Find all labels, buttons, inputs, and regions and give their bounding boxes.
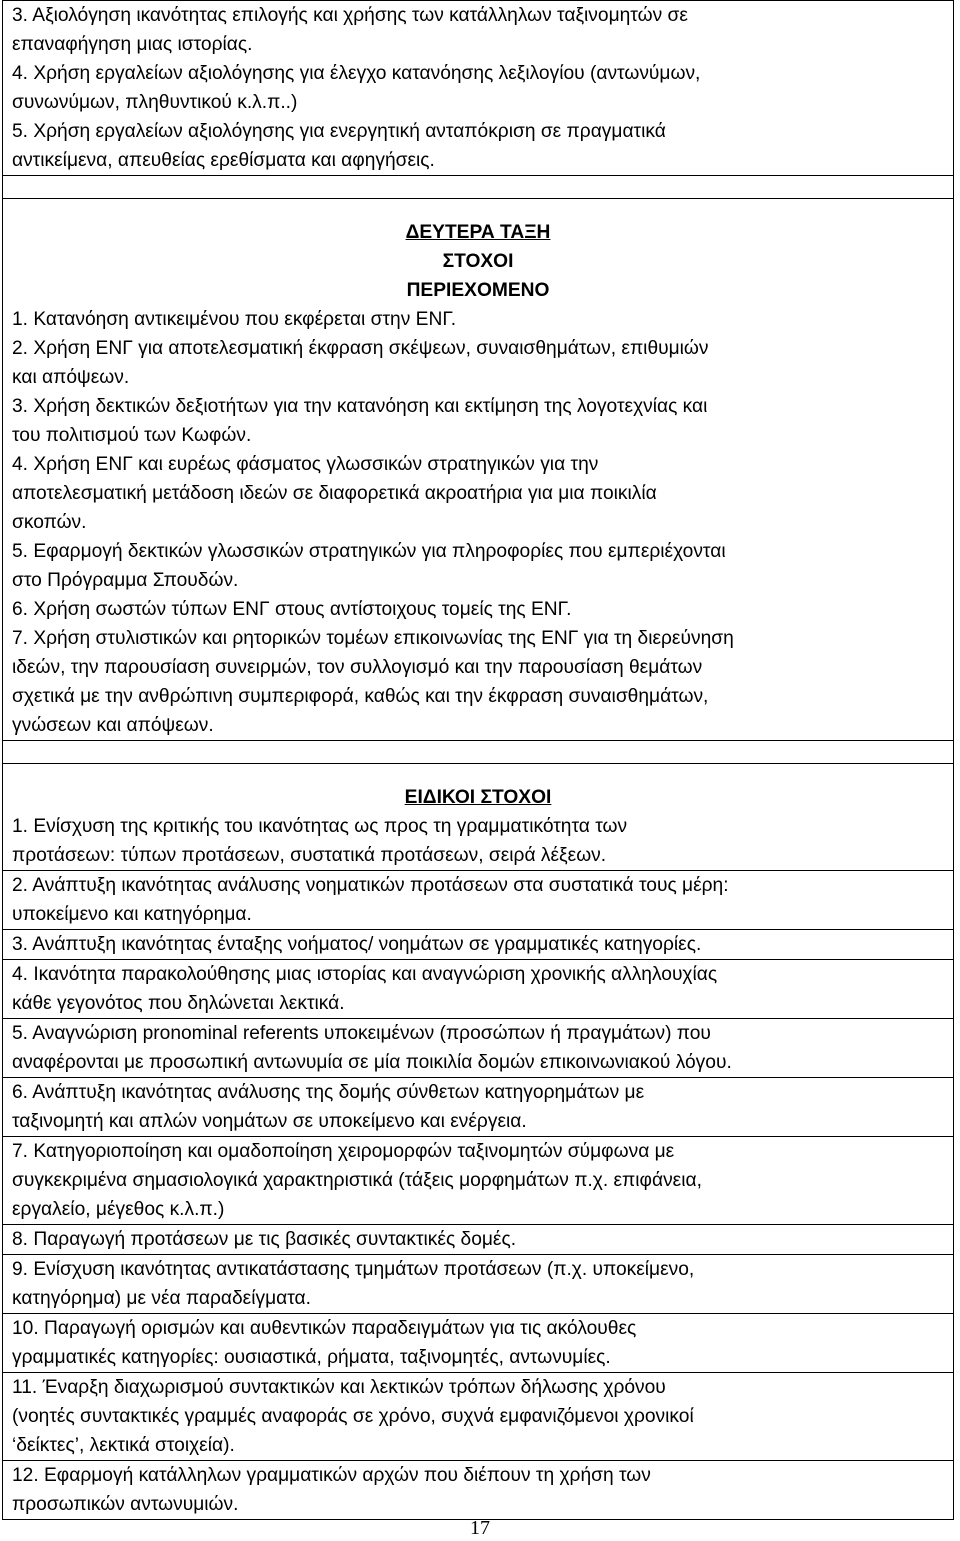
text-line: επαναφήγηση μιας ιστορίας. — [12, 34, 253, 55]
text-line: 5. Αναγνώριση pronominal referents υποκειμένων (προσώπων ή πραγμάτων) που — [12, 1023, 711, 1044]
specific-goals-heading: ΕΙΔΙΚΟΙ ΣΤΟΧΟΙ — [404, 787, 552, 808]
goal-item — [3, 1314, 954, 1373]
text-line: ταξινομητή και απλών νοημάτων σε υποκείμενο και ενέργεια. — [12, 1111, 527, 1132]
goal-item — [3, 1225, 954, 1255]
text-line: 3. Ανάπτυξη ικανότητας ένταξης νοήματος/ νοημάτων σε γραμματικές κατηγορίες. — [12, 934, 702, 955]
text-line: (νοητές συντακτικές γραμμές αναφοράς σε χρόνο, συχνά εμφανιζόμενοι χρονικοί — [12, 1406, 694, 1427]
empty-row — [3, 741, 954, 764]
text-line: και απόψεων. — [12, 367, 130, 388]
table-row — [3, 1225, 954, 1255]
text-line: 4. Ικανότητα παρακολούθησης μιας ιστορίας και αναγνώριση χρονικής αλληλουχίας — [12, 964, 718, 985]
table-row — [3, 1255, 954, 1314]
text-line: αποτελεσματική μετάδοση ιδεών σε διαφορετικά ακροατήρια για μια ποικιλία — [12, 483, 657, 504]
text-line: προτάσεων: τύπων προτάσεων, συστατικά προτάσεων, σειρά λέξεων. — [12, 845, 607, 866]
goal-item — [3, 1461, 954, 1520]
goal-item — [3, 1137, 954, 1225]
text-line: 1. Κατανόηση αντικειμένου που εκφέρεται στην ΕΝΓ. — [12, 309, 457, 330]
table-row — [3, 1314, 954, 1373]
text-line: 5. Εφαρμογή δεκτικών γλωσσικών στρατηγικών για πληροφορίες που εμπεριέχονται — [12, 541, 726, 562]
text-line: ‘δείκτες’, λεκτικά στοιχεία). — [12, 1435, 235, 1456]
text-line: υποκείμενο και κατηγόρημα. — [12, 904, 252, 925]
text-line: 3. Χρήση δεκτικών δεξιοτήτων για την κατανόηση και εκτίμηση της λογοτεχνίας και — [12, 396, 708, 417]
content-heading: ΠΕΡΙΕΧΟΜΕΝΟ — [406, 280, 550, 301]
text-line: 6. Χρήση σωστών τύπων ΕΝΓ στους αντίστοιχους τομείς της ΕΝΓ. — [12, 599, 572, 620]
table-row — [3, 1461, 954, 1520]
table-row — [3, 1078, 954, 1137]
text-line: 1. Ενίσχυση της κριτικής του ικανότητας ως προς τη γραμματικότητα των — [12, 816, 628, 837]
text-line: αντικείμενα, απευθείας ερεθίσματα και αφηγήσεις. — [12, 150, 435, 171]
table-row — [3, 960, 954, 1019]
text-line: σκοπών. — [12, 512, 87, 533]
goal-item — [3, 1078, 954, 1137]
table-row — [3, 871, 954, 930]
text-line: εργαλείο, μέγεθος κ.λ.π.) — [12, 1199, 225, 1220]
empty-cell — [3, 176, 954, 199]
text-line: 5. Χρήση εργαλείων αξιολόγησης για ενεργητική ανταπόκριση σε πραγματικά — [12, 121, 666, 142]
table-row — [3, 1019, 954, 1078]
goal-item — [3, 871, 954, 930]
text-line: προσωπικών αντωνυμιών. — [12, 1494, 239, 1515]
empty-cell — [3, 741, 954, 764]
goal-item — [3, 930, 954, 960]
table-row — [3, 1137, 954, 1225]
text-line: γραμματικές κατηγορίες: ουσιαστικά, ρήματα, ταξινομητές, αντωνυμίες. — [12, 1347, 611, 1368]
goal-item — [3, 1373, 954, 1461]
table-row — [3, 1373, 954, 1461]
text-line: 7. Χρήση στυλιστικών και ρητορικών τομέων επικοινωνίας της ΕΝΓ για τη διερεύνηση — [12, 628, 734, 649]
text-line: 12. Εφαρμογή κατάλληλων γραμματικών αρχών που διέπουν τη χρήση των — [12, 1465, 651, 1486]
section-heading: ΔΕΥΤΕΡΑ ΤΑΞΗ — [405, 222, 551, 243]
text-line: 11. Έναρξη διαχωρισμού συντακτικών και λεκτικών τρόπων δήλωσης χρόνου — [12, 1377, 666, 1398]
text-line: 4. Χρήση ΕΝΓ και ευρέως φάσματος γλωσσικών στρατηγικών για την — [12, 454, 599, 475]
top-cell — [3, 1, 954, 176]
text-line: 10. Παραγωγή ορισμών και αυθεντικών παραδειγμάτων για τις ακόλουθες — [12, 1318, 637, 1339]
empty-row — [3, 176, 954, 199]
text-line: γνώσεων και απόψεων. — [12, 715, 214, 736]
text-line: αναφέρονται με προσωπική αντωνυμία σε μία ποικιλία δομών επικοινωνιακού λόγου. — [12, 1052, 732, 1073]
text-line: σχετικά με την ανθρώπινη συμπεριφορά, καθώς και την έκφραση συναισθημάτων, — [12, 686, 709, 707]
curriculum-table — [2, 0, 954, 1520]
table-row — [3, 764, 954, 871]
page-number: 17 — [470, 1517, 490, 1539]
text-line: κάθε γεγονότος που δηλώνεται λεκτικά. — [12, 993, 345, 1014]
table-row — [3, 930, 954, 960]
goal-item — [3, 1019, 954, 1078]
text-line: 6. Ανάπτυξη ικανότητας ανάλυσης της δομής σύνθετων κατηγορημάτων με — [12, 1082, 645, 1103]
text-line: ιδεών, την παρουσίαση συνειρμών, τον συλλογισμό και την παρουσίαση θεμάτων — [12, 657, 703, 678]
text-line: 8. Παραγωγή προτάσεων με τις βασικές συντακτικές δομές. — [12, 1229, 517, 1250]
goal-item — [3, 960, 954, 1019]
table-row — [3, 1, 954, 176]
specific-goals-heading-cell — [3, 764, 954, 871]
text-line: 4. Χρήση εργαλείων αξιολόγησης για έλεγχο κατανόησης λεξιλογίου (αντωνύμων, — [12, 63, 701, 84]
text-line: συνωνύμων, πληθυντικού κ.λ.π..) — [12, 92, 298, 113]
second-grade-cell — [3, 199, 954, 741]
text-line: 7. Κατηγοριοποίηση και ομαδοποίηση χειρομορφών ταξινομητών σύμφωνα με — [12, 1141, 675, 1162]
table-row — [3, 199, 954, 741]
text-line: 3. Αξιολόγηση ικανότητας επιλογής και χρήσης των κατάλληλων ταξινομητών σε — [12, 5, 688, 26]
text-line: 9. Ενίσχυση ικανότητας αντικατάστασης τμημάτων προτάσεων (π.χ. υποκείμενο, — [12, 1259, 695, 1280]
text-line: 2. Χρήση ΕΝΓ για αποτελεσματική έκφραση σκέψεων, συναισθημάτων, επιθυμιών — [12, 338, 709, 359]
text-line: του πολιτισμού των Κωφών. — [12, 425, 252, 446]
text-line: συγκεκριμένα σημασιολογικά χαρακτηριστικά (τάξεις μορφημάτων π.χ. επιφάνεια, — [12, 1170, 702, 1191]
text-line: κατηγόρημα) με νέα παραδείγματα. — [12, 1288, 311, 1309]
text-line: 2. Ανάπτυξη ικανότητας ανάλυσης νοηματικών προτάσεων στα συστατικά τους μέρη: — [12, 875, 729, 896]
goal-item — [3, 1255, 954, 1314]
goals-heading: ΣΤΟΧΟΙ — [442, 251, 514, 272]
text-line: στο Πρόγραμμα Σπουδών. — [12, 570, 239, 591]
